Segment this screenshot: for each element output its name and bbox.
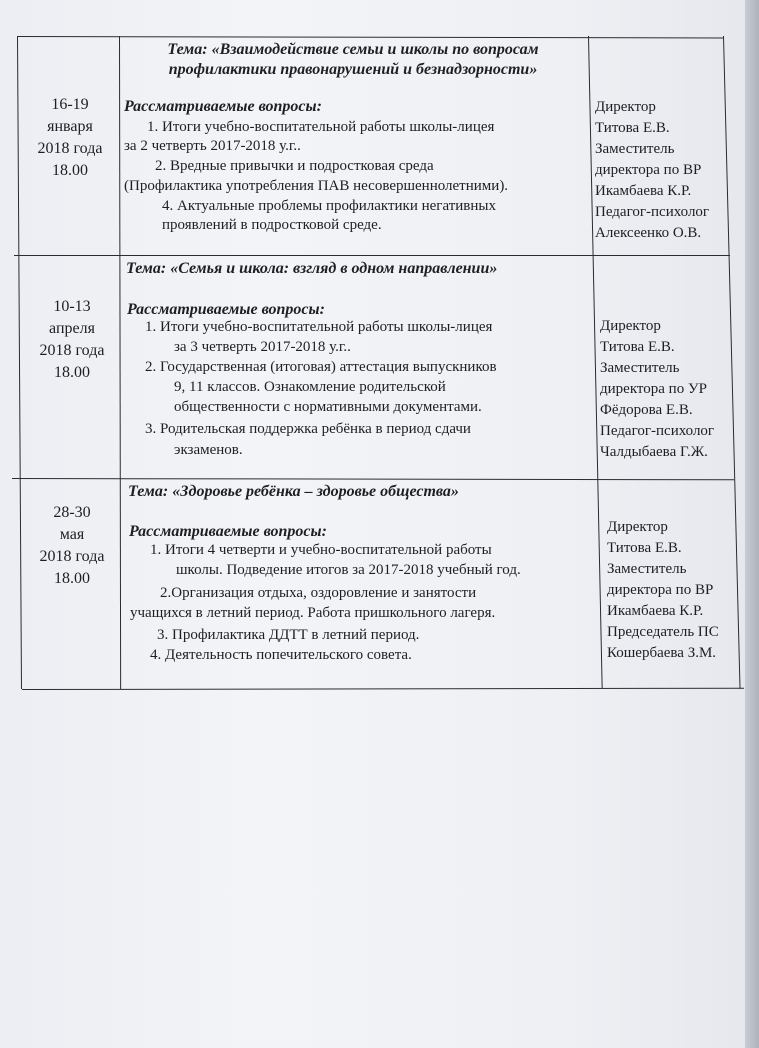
question-item: 4. Деятельность попечительского совета. (150, 647, 412, 663)
question-item: за 2 четверть 2017-2018 у.г.. (124, 138, 301, 154)
meeting-date: 28-30 мая 2018 года 18.00 (39, 504, 105, 587)
meeting-topic: Тема: «Здоровье ребёнка – здоровье общества» (128, 483, 459, 500)
meeting-topic: Тема: «Семья и школа: взгляд в одном направлении» (126, 260, 498, 277)
question-item: школы. Подведение итогов за 2017-2018 учебный год. (176, 562, 521, 578)
questions-heading: Рассматриваемые вопросы: (124, 98, 322, 115)
page-edge (745, 0, 759, 1048)
question-item: 2.Организация отдыха, оздоровление и занятости (160, 585, 477, 601)
question-item: 3. Родительская поддержка ребёнка в период сдачи (145, 421, 471, 437)
question-item: общественности с нормативными документами. (174, 399, 482, 415)
questions-heading: Рассматриваемые вопросы: (129, 523, 327, 540)
question-item: 9, 11 классов. Ознакомление родительской (174, 379, 446, 395)
questions-heading: Рассматриваемые вопросы: (127, 301, 325, 318)
row-divider (14, 255, 730, 256)
question-item: 1. Итоги 4 четверти и учебно-воспитательной работы (150, 542, 492, 558)
meeting-date: 10-13 апреля 2018 года 18.00 (39, 298, 105, 381)
question-item: учащихся в летний период. Работа пришкольного лагеря. (130, 605, 496, 621)
question-item: 2. Государственная (итоговая) аттестация выпускников (145, 359, 497, 375)
question-item: (Профилактика употребления ПАВ несовершеннолетними). (124, 178, 509, 194)
question-item: 3. Профилактика ДДТТ в летний период. (157, 627, 420, 643)
responsible-persons: Директор Титова Е.В. Заместитель директора по УР Фёдорова Е.В. Педагог-психолог Чалдыбаева Г.Ж. (600, 318, 715, 460)
question-item: 1. Итоги учебно-воспитательной работы школы-лицея (147, 119, 495, 135)
responsible-persons: Директор Титова Е.В. Заместитель директора по ВР Икамбаева К.Р. Педагог-психолог Алексеенко О.В. (595, 99, 710, 241)
question-item: экзаменов. (174, 442, 243, 458)
question-item: за 3 четверть 2017-2018 у.г.. (174, 339, 351, 355)
question-item: проявлений в подростковой среде. (162, 217, 382, 233)
question-item: 2. Вредные привычки и подростковая среда (155, 158, 434, 174)
question-item: 4. Актуальные проблемы профилактики негативных (162, 198, 496, 214)
responsible-persons: Директор Титова Е.В. Заместитель директора по ВР Икамбаева К.Р. Председатель ПС Кошербаева З.М. (607, 519, 719, 661)
meeting-date: 16-19 января 2018 года 18.00 (37, 96, 103, 179)
question-item: 1. Итоги учебно-воспитательной работы школы-лицея (145, 319, 493, 335)
meeting-topic: Тема: «Взаимодействие семьи и школы по вопросам профилактики правонарушений и безнадзорности» (167, 41, 539, 78)
